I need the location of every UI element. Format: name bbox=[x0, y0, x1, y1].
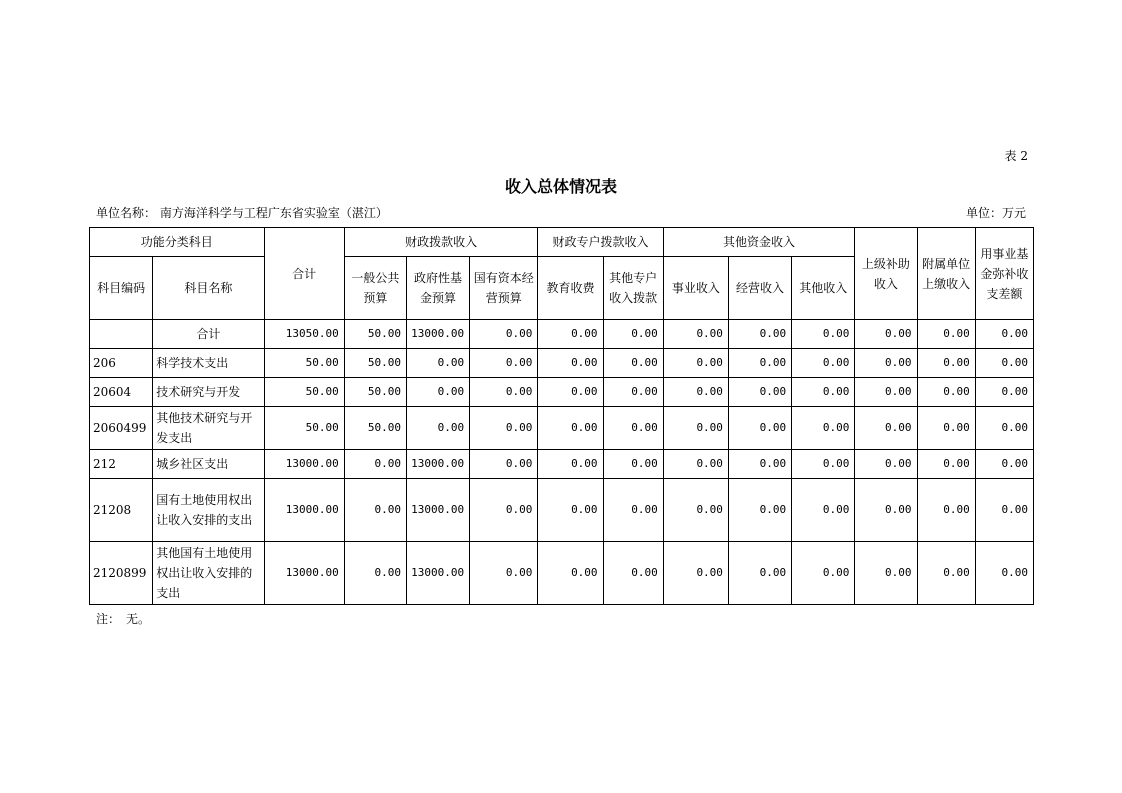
row-value: 0.00 bbox=[917, 320, 975, 349]
row-value: 0.00 bbox=[728, 407, 791, 450]
row-value: 50.00 bbox=[264, 407, 344, 450]
row-name: 科学技术支出 bbox=[153, 349, 264, 378]
row-name: 合计 bbox=[153, 320, 264, 349]
unit-name-label: 单位名称： bbox=[96, 206, 157, 220]
row-value: 0.00 bbox=[538, 378, 603, 407]
row-code: 2060499 bbox=[90, 407, 153, 450]
table-row bbox=[90, 407, 1034, 450]
header-total: 合计 bbox=[264, 228, 344, 320]
row-value: 0.00 bbox=[855, 378, 917, 407]
row-code: 21208 bbox=[90, 479, 153, 542]
row-value: 0.00 bbox=[975, 349, 1033, 378]
row-value: 0.00 bbox=[603, 479, 663, 542]
row-value: 0.00 bbox=[792, 320, 855, 349]
row-value: 0.00 bbox=[792, 450, 855, 479]
row-value: 0.00 bbox=[470, 407, 538, 450]
header-affiliated-income: 附属单位上缴收入 bbox=[917, 228, 975, 320]
header-operating-income: 经营收入 bbox=[728, 257, 791, 320]
row-code: 20604 bbox=[90, 378, 153, 407]
row-value: 0.00 bbox=[975, 542, 1033, 605]
row-code bbox=[90, 320, 153, 349]
header-superior-subsidy: 上级补助收入 bbox=[855, 228, 917, 320]
table-row bbox=[90, 450, 1034, 479]
header-func-category: 功能分类科目 bbox=[90, 228, 265, 257]
row-value: 50.00 bbox=[344, 407, 406, 450]
row-value: 13000.00 bbox=[264, 479, 344, 542]
row-value: 0.00 bbox=[538, 349, 603, 378]
row-code: 2120899 bbox=[90, 542, 153, 605]
header-other-special: 其他专户收入拨款 bbox=[603, 257, 663, 320]
row-value: 0.00 bbox=[538, 450, 603, 479]
row-value: 0.00 bbox=[344, 450, 406, 479]
table-row bbox=[90, 542, 1034, 605]
row-value: 0.00 bbox=[344, 542, 406, 605]
table-row bbox=[90, 378, 1034, 407]
row-value: 0.00 bbox=[917, 407, 975, 450]
footnote: 注： 无。 bbox=[96, 612, 151, 626]
row-value: 0.00 bbox=[975, 320, 1033, 349]
row-value: 0.00 bbox=[470, 479, 538, 542]
header-code: 科目编码 bbox=[90, 257, 153, 320]
page-title: 收入总体情况表 bbox=[504, 177, 617, 196]
row-value: 0.00 bbox=[728, 450, 791, 479]
row-value: 0.00 bbox=[728, 320, 791, 349]
row-value: 0.00 bbox=[792, 542, 855, 605]
row-value: 0.00 bbox=[728, 479, 791, 542]
table-row bbox=[90, 349, 1034, 378]
header-fiscal-special: 财政专户拨款收入 bbox=[538, 228, 663, 257]
row-value: 0.00 bbox=[406, 407, 469, 450]
header-general-budget: 一般公共预算 bbox=[344, 257, 406, 320]
currency-unit: 单位：万元 bbox=[965, 206, 1026, 220]
row-value: 0.00 bbox=[538, 320, 603, 349]
row-value: 0.00 bbox=[538, 407, 603, 450]
row-value: 13000.00 bbox=[406, 320, 469, 349]
row-value: 0.00 bbox=[470, 320, 538, 349]
row-value: 0.00 bbox=[663, 479, 728, 542]
row-value: 0.00 bbox=[603, 320, 663, 349]
row-value: 0.00 bbox=[603, 450, 663, 479]
row-value: 0.00 bbox=[663, 407, 728, 450]
row-value: 0.00 bbox=[792, 349, 855, 378]
row-value: 0.00 bbox=[663, 378, 728, 407]
row-value: 50.00 bbox=[264, 349, 344, 378]
row-value: 50.00 bbox=[344, 349, 406, 378]
row-value: 0.00 bbox=[792, 378, 855, 407]
row-value: 0.00 bbox=[855, 542, 917, 605]
row-value: 0.00 bbox=[975, 479, 1033, 542]
row-value: 0.00 bbox=[917, 542, 975, 605]
row-value: 0.00 bbox=[917, 349, 975, 378]
row-value: 0.00 bbox=[728, 378, 791, 407]
row-value: 0.00 bbox=[728, 542, 791, 605]
row-value: 0.00 bbox=[470, 450, 538, 479]
header-fiscal: 财政拨款收入 bbox=[344, 228, 538, 257]
row-value: 0.00 bbox=[603, 407, 663, 450]
row-value: 0.00 bbox=[344, 479, 406, 542]
header-other-income: 其他收入 bbox=[792, 257, 855, 320]
row-value: 0.00 bbox=[855, 349, 917, 378]
header-gov-fund: 政府性基金预算 bbox=[406, 257, 469, 320]
row-name: 其他技术研究与开发支出 bbox=[153, 407, 264, 450]
header-career-fund: 用事业基金弥补收支差额 bbox=[975, 228, 1033, 320]
row-value: 0.00 bbox=[917, 450, 975, 479]
table-number-label: 表 2 bbox=[1004, 149, 1028, 163]
row-value: 50.00 bbox=[264, 378, 344, 407]
row-value: 0.00 bbox=[975, 407, 1033, 450]
row-value: 13000.00 bbox=[406, 450, 469, 479]
header-name: 科目名称 bbox=[153, 257, 264, 320]
row-value: 0.00 bbox=[470, 378, 538, 407]
row-value: 0.00 bbox=[663, 349, 728, 378]
header-state-capital: 国有资本经营预算 bbox=[470, 257, 538, 320]
row-value: 0.00 bbox=[975, 450, 1033, 479]
unit-info-line bbox=[96, 204, 1026, 221]
header-education-fee: 教育收费 bbox=[538, 257, 603, 320]
row-value: 0.00 bbox=[855, 407, 917, 450]
unit-name: 南方海洋科学与工程广东省实验室（湛江） bbox=[159, 206, 388, 220]
row-value: 0.00 bbox=[603, 542, 663, 605]
row-value: 50.00 bbox=[344, 320, 406, 349]
row-name: 技术研究与开发 bbox=[153, 378, 264, 407]
row-value: 0.00 bbox=[538, 479, 603, 542]
row-value: 13000.00 bbox=[264, 450, 344, 479]
row-value: 0.00 bbox=[728, 349, 791, 378]
row-name: 国有土地使用权出让收入安排的支出 bbox=[153, 479, 264, 542]
row-value: 0.00 bbox=[917, 479, 975, 542]
row-value: 0.00 bbox=[975, 378, 1033, 407]
table-row bbox=[90, 320, 1034, 349]
row-value: 13050.00 bbox=[264, 320, 344, 349]
row-value: 0.00 bbox=[470, 349, 538, 378]
row-value: 0.00 bbox=[406, 378, 469, 407]
table-row bbox=[90, 479, 1034, 542]
row-value: 0.00 bbox=[663, 450, 728, 479]
row-value: 50.00 bbox=[344, 378, 406, 407]
row-value: 0.00 bbox=[663, 542, 728, 605]
income-table bbox=[89, 227, 1034, 605]
row-value: 0.00 bbox=[855, 479, 917, 542]
row-code: 212 bbox=[90, 450, 153, 479]
row-value: 0.00 bbox=[406, 349, 469, 378]
row-value: 0.00 bbox=[792, 407, 855, 450]
row-value: 13000.00 bbox=[406, 542, 469, 605]
row-value: 0.00 bbox=[663, 320, 728, 349]
row-value: 0.00 bbox=[917, 378, 975, 407]
row-value: 0.00 bbox=[538, 542, 603, 605]
row-name: 其他国有土地使用权出让收入安排的支出 bbox=[153, 542, 264, 605]
header-business-income: 事业收入 bbox=[663, 257, 728, 320]
row-value: 0.00 bbox=[855, 320, 917, 349]
row-value: 13000.00 bbox=[264, 542, 344, 605]
row-value: 0.00 bbox=[855, 450, 917, 479]
row-value: 0.00 bbox=[603, 378, 663, 407]
row-value: 0.00 bbox=[792, 479, 855, 542]
row-value: 0.00 bbox=[603, 349, 663, 378]
header-other-funds: 其他资金收入 bbox=[663, 228, 855, 257]
row-name: 城乡社区支出 bbox=[153, 450, 264, 479]
row-value: 0.00 bbox=[470, 542, 538, 605]
row-value: 13000.00 bbox=[406, 479, 469, 542]
row-code: 206 bbox=[90, 349, 153, 378]
